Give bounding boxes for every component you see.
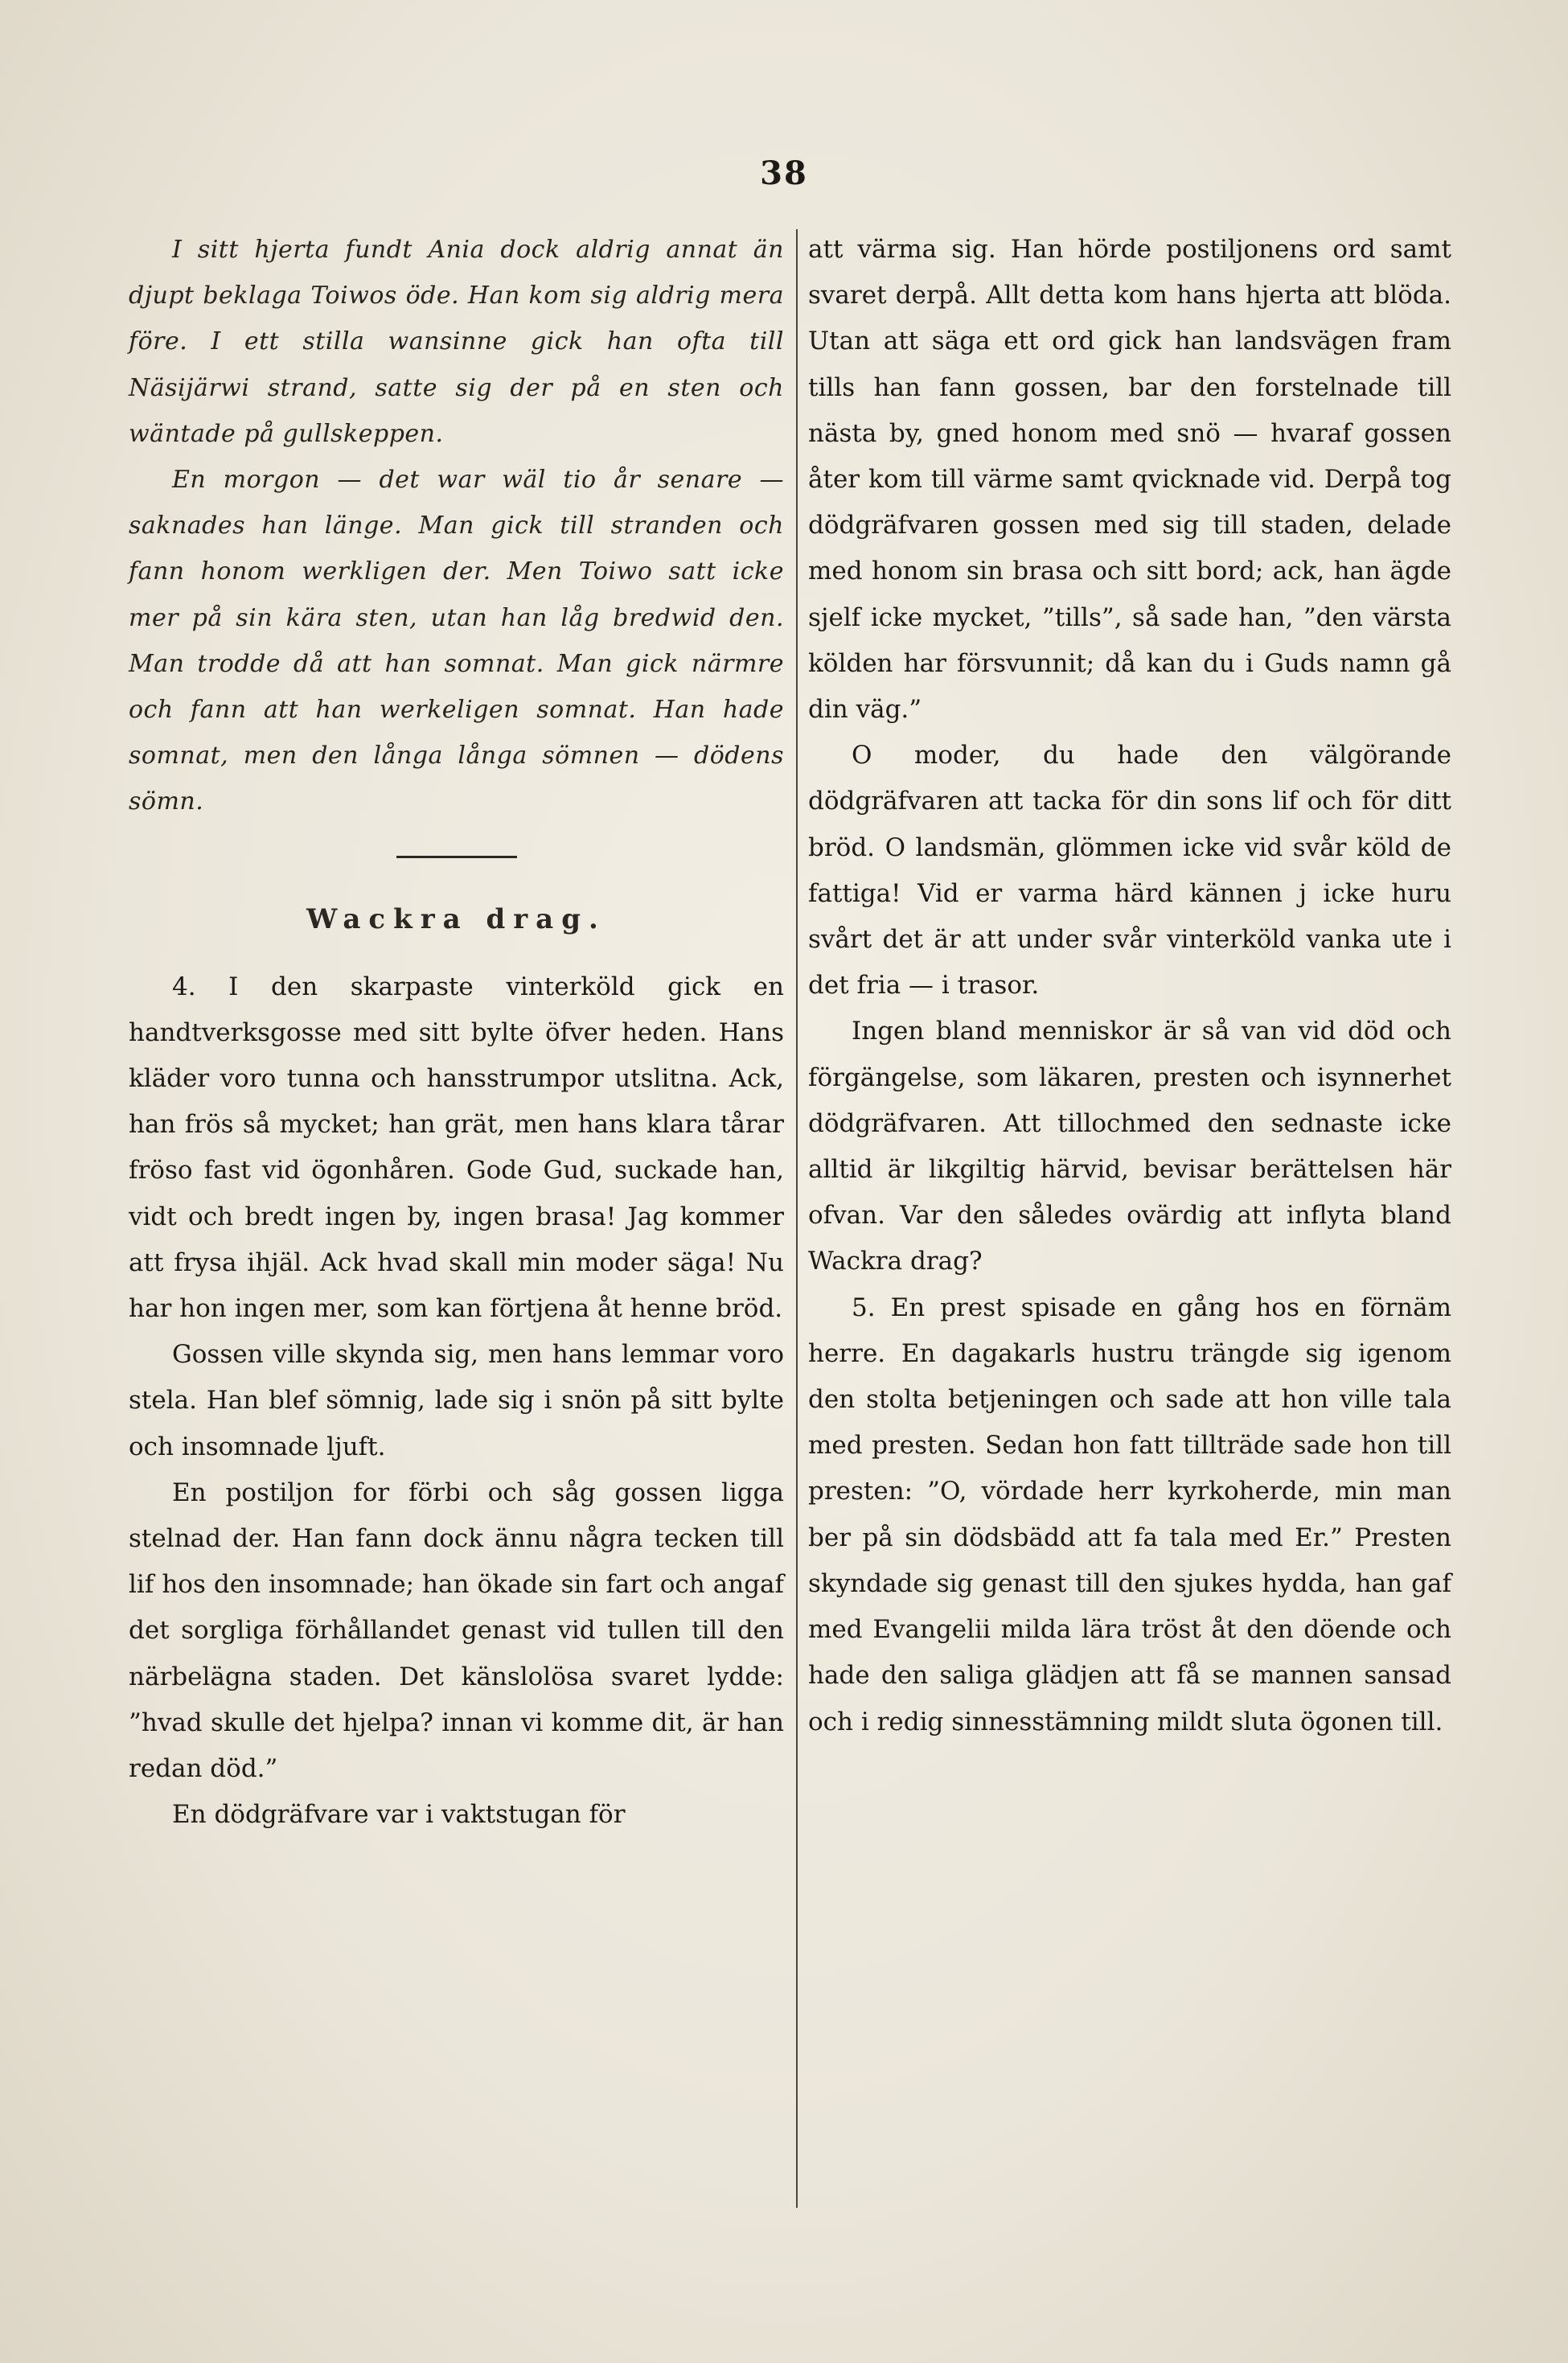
column-divider (796, 229, 798, 2208)
text-paragraph: En dödgräfvare var i vaktstugan för (172, 1800, 626, 1830)
text-paragraph: att värma sig. Han hörde postiljonens ord samt svaret derpå. Allt detta kom hans hjerta att blöda. Utan att säga ett ord gick han landsvägen fram tills han fann gossen, bar den forstelnade till nästa by, gned honom med snö — hvaraf gossen åter kom till värme samt qvicknade vid. Derpå tog dödgräfvaren gossen med sig till staden, delade med honom sin brasa och sitt bord; ack, han ägde sjelf icke mycket, ”tills”, så sade han, ”den värsta kölden har försvunnit; då kan du i Guds namn gå din väg.” (808, 235, 1451, 725)
text-paragraph: 5. En prest spisade en gång hos en förnäm herre. En dagakarls hustru trängde sig igenom den stolta betjeningen och sade att hon ville tala med presten. Sedan hon fatt tillträde sade hon till presten: ”O, vördade herr kyrkoherde, min man ber på sin dödsbädd att fa tala med Er.” Presten skyndade sig genast till den sjukes hydda, han gaf med Evangelii milda lära tröst åt den döende och hade den saliga glädjen att få se mannen sansad och i redig sinnesstämning mildt sluta ögonen till. (808, 1292, 1451, 1736)
fraktur-paragraph: I sitt hjerta fundt Ania dock aldrig annat än djupt beklaga Toiwos öde. Han kom sig aldrig mera före. I ett stilla wansinne gick han ofta till Näsijärwi strand, satte sig der på en sten och wäntade på gullskeppen. (129, 236, 784, 448)
text-paragraph: En postiljon for förbi och såg gossen ligga stelnad der. Han fann dock ännu några tecken till lif hos den insomnade; han ökade sin fart och angaf det sorgliga förhållandet genast vid tullen till den närbelägna staden. Det känslolösa svaret lydde: ”hvad skulle det hjelpa? innan vi komme dit, är han redan död.” (129, 1477, 784, 1784)
text-paragraph: 4. I den skarpaste vinterköld gick en handtverksgosse med sitt bylte öfver heden. Hans kläder voro tunna och hansstrumpor utslitna. Ack, han frös så mycket; han grät, men hans klara tårar fröso fast vid ögonhåren. Gode Gud, suckade han, vidt och bredt ingen by, ingen brasa! Jag kommer att frysa ihjäl. Ack hvad skall min moder säga! Nu har hon ingen mer, som kan förtjena åt henne bröd. (129, 972, 784, 1324)
text-paragraph: O moder, du hade den välgörande dödgräfvaren att tacka för din sons lif och för ditt bröd. O landsmän, glömmen icke vid svår köld de fattiga! Vid er varma härd kännen j icke huru svårt det är att under svår vinterköld vanka ute i det fria — i trasor. (808, 741, 1451, 1001)
page-number: 38 (760, 154, 808, 192)
right-column (808, 227, 1451, 2291)
left-column (129, 227, 784, 2291)
section-separator (396, 856, 517, 858)
text-paragraph: Gossen ville skynda sig, men hans lemmar voro stela. Han blef sömnig, lade sig i snön på sitt bylte och insomnade ljuft. (129, 1340, 784, 1461)
section-heading: Wackra drag. (306, 902, 606, 935)
text-paragraph: Ingen bland menniskor är så van vid död och förgängelse, som läkaren, presten och isynnerhet dödgräfvaren. Att tillochmed den sednaste icke alltid är likgiltig härvid, bevisar berättelsen här ofvan. Var den således ovärdig att inflyta bland Wackra drag? (808, 1017, 1451, 1276)
fraktur-paragraph: En morgon — det war wäl tio år senare — saknades han länge. Man gick till stranden och fann honom werkligen der. Men Toiwo satt icke mer på sin kära sten, utan han låg bredwid den. Man trodde då att han somnat. Man gick närmre och fann att han werkeligen somnat. Han hade somnat, men den långa långa sömnen — dödens sömn. (129, 466, 784, 816)
